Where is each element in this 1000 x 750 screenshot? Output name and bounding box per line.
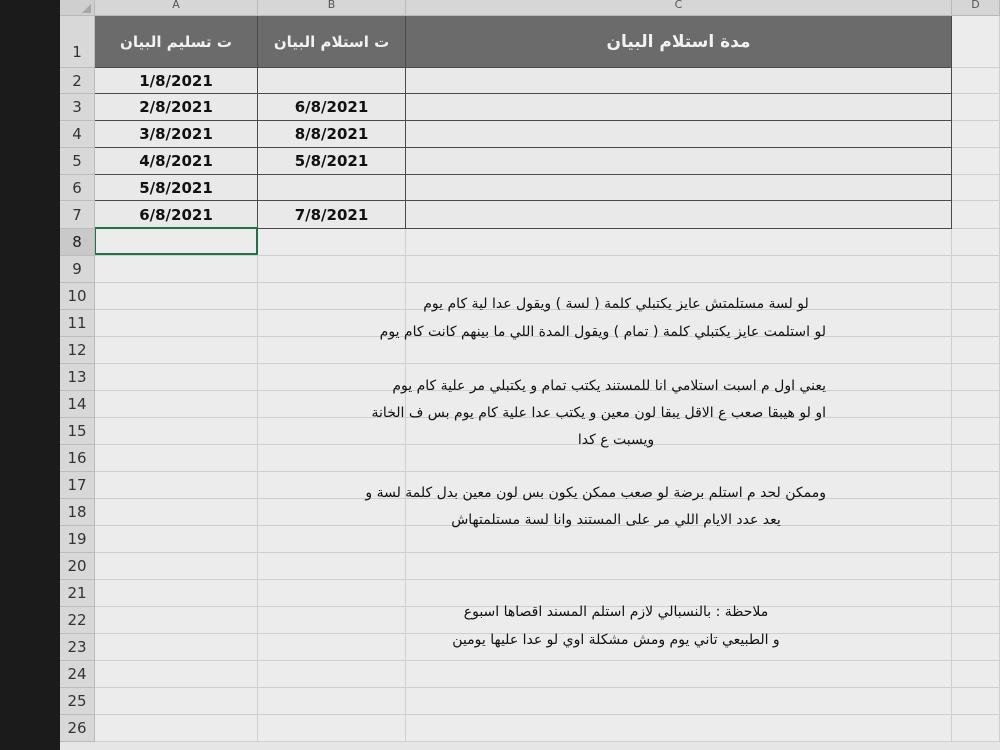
cell-d24[interactable] (952, 661, 1000, 688)
cell-b22[interactable] (258, 607, 406, 634)
row-header-20[interactable]: 20 (60, 553, 95, 580)
cell-receipt-duration-7[interactable] (406, 201, 952, 229)
cell-a10[interactable] (95, 283, 258, 310)
cell-d19[interactable] (952, 526, 1000, 553)
header-cell-delivery-date[interactable]: ت تسليم البيان (95, 16, 258, 68)
note-line-8: ملاحظة : بالنسبالي لازم استلم المسند اقصاها اسبوع (463, 604, 769, 620)
row-header-12[interactable]: 12 (60, 337, 95, 364)
row-header-6[interactable]: 6 (60, 175, 95, 201)
row-header-16[interactable]: 16 (60, 445, 95, 472)
cell-c8[interactable] (406, 229, 952, 256)
select-all-corner[interactable] (60, 0, 95, 16)
cell-receipt-duration-3[interactable] (406, 94, 952, 121)
cell-a19[interactable] (95, 526, 258, 553)
cell-receipt-date-7[interactable]: 7/8/2021 (258, 201, 406, 229)
cell-delivery-date-6[interactable]: 5/8/2021 (95, 175, 258, 201)
note-line-9: و الطبيعي تاني يوم ومش مشكلة اوي لو عدا عليها يومين (452, 632, 780, 648)
cell-a26[interactable] (95, 715, 258, 742)
cell-d21[interactable] (952, 580, 1000, 607)
cell-b21[interactable] (258, 580, 406, 607)
cell-b9[interactable] (258, 256, 406, 283)
cell-d26[interactable] (952, 715, 1000, 742)
cell-d8[interactable] (952, 229, 1000, 256)
cell-d13[interactable] (952, 364, 1000, 391)
cell-d6[interactable] (952, 175, 1000, 201)
row-header-19[interactable]: 19 (60, 526, 95, 553)
cell-c20[interactable] (406, 553, 952, 580)
cell-d4[interactable] (952, 121, 1000, 148)
cell-a18[interactable] (95, 499, 258, 526)
cell-a23[interactable] (95, 634, 258, 661)
cell-d18[interactable] (952, 499, 1000, 526)
cell-c9[interactable] (406, 256, 952, 283)
cell-receipt-duration-6[interactable] (406, 175, 952, 201)
cell-a15[interactable] (95, 418, 258, 445)
cell-a11[interactable] (95, 310, 258, 337)
row-header-3[interactable]: 3 (60, 94, 95, 121)
cell-a22[interactable] (95, 607, 258, 634)
cell-a13[interactable] (95, 364, 258, 391)
cell-a9[interactable] (95, 256, 258, 283)
cell-b8[interactable] (258, 229, 406, 256)
cell-d22[interactable] (952, 607, 1000, 634)
cell-c24[interactable] (406, 661, 952, 688)
column-header-b[interactable]: B (258, 0, 406, 16)
cell-c26[interactable] (406, 715, 952, 742)
row-header-2[interactable]: 2 (60, 68, 95, 94)
cell-b24[interactable] (258, 661, 406, 688)
row-header-10[interactable]: 10 (60, 283, 95, 310)
spreadsheet-grid[interactable] (60, 0, 1000, 750)
cell-receipt-date-4[interactable]: 8/8/2021 (258, 121, 406, 148)
note-line-1: لو لسة مستلمتش عايز يكتبلي كلمة ( لسة ) ويقول عدا لية كام يوم (423, 296, 809, 312)
cell-b13[interactable] (258, 364, 406, 391)
cell-b18[interactable] (258, 499, 406, 526)
cell-a21[interactable] (95, 580, 258, 607)
cell-d5[interactable] (952, 148, 1000, 175)
cell-b12[interactable] (258, 337, 406, 364)
cell-d7[interactable] (952, 201, 1000, 229)
cell-a17[interactable] (95, 472, 258, 499)
cell-delivery-date-5[interactable]: 4/8/2021 (95, 148, 258, 175)
cell-d20[interactable] (952, 553, 1000, 580)
row-header-7[interactable]: 7 (60, 201, 95, 229)
column-header-c[interactable]: C (406, 0, 952, 16)
row-header-5[interactable]: 5 (60, 148, 95, 175)
cell-delivery-date-3[interactable]: 2/8/2021 (95, 94, 258, 121)
cell-receipt-date-5[interactable]: 5/8/2021 (258, 148, 406, 175)
cell-d25[interactable] (952, 688, 1000, 715)
row-header-9[interactable]: 9 (60, 256, 95, 283)
cell-c25[interactable] (406, 688, 952, 715)
note-line-3: يعني اول م اسبت استلامي انا للمستند يكتب تمام و يكتبلي مر علية كام يوم (392, 378, 826, 394)
row-header-13[interactable]: 13 (60, 364, 95, 391)
cell-b20[interactable] (258, 553, 406, 580)
cell-d2[interactable] (952, 68, 1000, 94)
cell-c16[interactable] (406, 445, 952, 472)
row-header-25[interactable]: 25 (60, 688, 95, 715)
cell-b26[interactable] (258, 715, 406, 742)
cell-d11[interactable] (952, 310, 1000, 337)
cell-c19[interactable] (406, 526, 952, 553)
cell-b16[interactable] (258, 445, 406, 472)
cell-delivery-date-4[interactable]: 3/8/2021 (95, 121, 258, 148)
cell-delivery-date-7[interactable]: 6/8/2021 (95, 201, 258, 229)
row-header-17[interactable]: 17 (60, 472, 95, 499)
note-line-6: وممكن لحد م استلم برضة لو صعب ممكن يكون بس لون معين بدل كلمة لسة و (365, 485, 826, 501)
cell-a25[interactable] (95, 688, 258, 715)
cell-d17[interactable] (952, 472, 1000, 499)
cell-receipt-duration-2[interactable] (406, 68, 952, 94)
cell-a12[interactable] (95, 337, 258, 364)
cell-d3[interactable] (952, 94, 1000, 121)
row-header-26[interactable]: 26 (60, 715, 95, 742)
cell-receipt-duration-4[interactable] (406, 121, 952, 148)
cell-receipt-duration-5[interactable] (406, 148, 952, 175)
cell-delivery-date-2[interactable]: 1/8/2021 (95, 68, 258, 94)
column-header-a[interactable]: A (95, 0, 258, 16)
cell-d9[interactable] (952, 256, 1000, 283)
note-line-5: ويسبت ع كدا (577, 432, 655, 448)
monitor-bezel (0, 0, 60, 750)
cell-a24[interactable] (95, 661, 258, 688)
cell-c21[interactable] (406, 580, 952, 607)
row-header-11[interactable]: 11 (60, 310, 95, 337)
cell-b10[interactable] (258, 283, 406, 310)
header-cell-receipt-duration[interactable]: مدة استلام البيان (406, 16, 952, 68)
note-line-4: او لو هيبقا صعب ع الاقل يبقا لون معين و يكتب عدا علية كام يوم بس ف الخانة (371, 405, 826, 421)
row-header-22[interactable]: 22 (60, 607, 95, 634)
cell-b15[interactable] (258, 418, 406, 445)
cell-c12[interactable] (406, 337, 952, 364)
cell-b23[interactable] (258, 634, 406, 661)
cell-b25[interactable] (258, 688, 406, 715)
row-header-14[interactable]: 14 (60, 391, 95, 418)
cell-a20[interactable] (95, 553, 258, 580)
row-header-18[interactable]: 18 (60, 499, 95, 526)
row-header-1[interactable]: 1 (60, 16, 95, 68)
row-header-4[interactable]: 4 (60, 121, 95, 148)
row-header-8[interactable]: 8 (60, 229, 95, 256)
cell-d23[interactable] (952, 634, 1000, 661)
cell-receipt-date-3[interactable]: 6/8/2021 (258, 94, 406, 121)
row-header-21[interactable]: 21 (60, 580, 95, 607)
row-header-24[interactable]: 24 (60, 661, 95, 688)
cell-receipt-date-2[interactable] (258, 68, 406, 94)
selected-cell-a8[interactable] (96, 229, 256, 253)
cell-b19[interactable] (258, 526, 406, 553)
cell-receipt-date-6[interactable] (258, 175, 406, 201)
cell-a14[interactable] (95, 391, 258, 418)
cell-d14[interactable] (952, 391, 1000, 418)
cell-d15[interactable] (952, 418, 1000, 445)
cell-a16[interactable] (95, 445, 258, 472)
cell-d12[interactable] (952, 337, 1000, 364)
cell-d10[interactable] (952, 283, 1000, 310)
cell-d16[interactable] (952, 445, 1000, 472)
row-header-15[interactable]: 15 (60, 418, 95, 445)
header-cell-receipt-date[interactable]: ت استلام البيان (258, 16, 406, 68)
row-header-23[interactable]: 23 (60, 634, 95, 661)
cell-d1[interactable] (952, 16, 1000, 68)
column-header-d[interactable]: D (952, 0, 1000, 16)
note-line-7: يعد عدد الايام اللي مر على المستند وانا لسة مستلمتهاش (451, 512, 781, 528)
note-line-2: لو استلمت عايز يكتبلي كلمة ( تمام ) ويقول المدة اللي ما بينهم كانت كام يوم (379, 324, 826, 340)
